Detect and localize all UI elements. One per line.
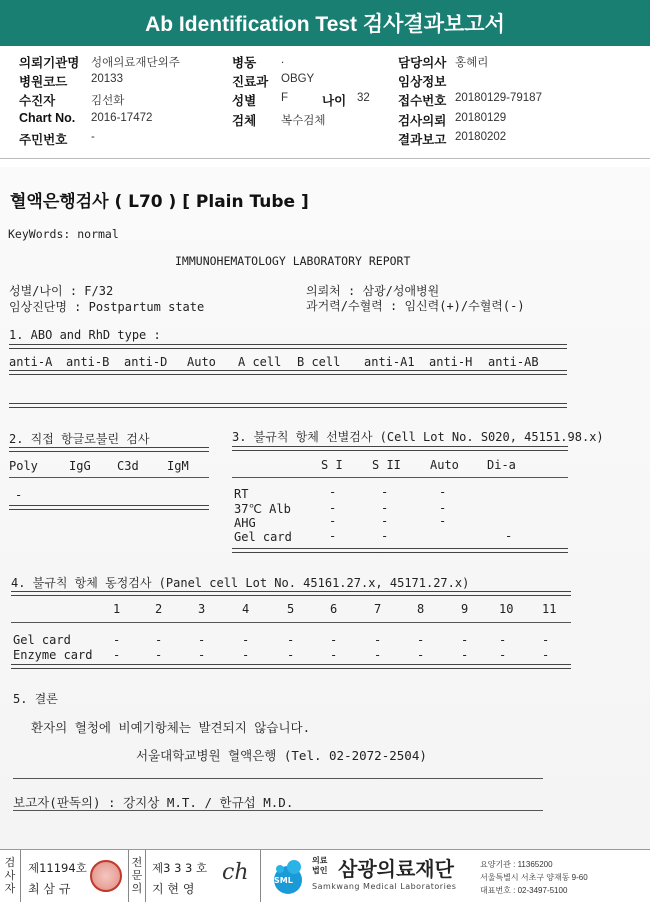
sml-logo-icon [268, 856, 308, 896]
dat-col: Poly [9, 459, 38, 473]
rule [232, 477, 568, 478]
panel-cell: - [499, 633, 507, 647]
info-value: 20133 [91, 73, 123, 85]
panel-cell: - [374, 633, 382, 647]
dat-col: C3d [117, 459, 139, 473]
examiner-name: 최 삼 규 [28, 882, 71, 896]
screen-row-label: AHG [234, 516, 256, 530]
screen-cell: - [329, 501, 337, 515]
org-english: Samkwang Medical Laboratories [312, 882, 457, 891]
screen-col: S I [321, 458, 343, 472]
rule [11, 591, 571, 596]
info-value: - [91, 131, 95, 143]
panel-cell: - [242, 633, 250, 647]
panel-col: 10 [499, 602, 514, 616]
abo-col: anti-H [429, 355, 473, 369]
panel-cell: - [417, 648, 425, 662]
org-prefix-line: 의료 [312, 856, 328, 865]
screen-col: S II [372, 458, 401, 472]
info-value: . [281, 54, 285, 66]
panel-col: 8 [417, 602, 425, 616]
conclusion-text: 환자의 혈청에 비예기항체는 발견되지 않습니다. [31, 720, 311, 735]
info-value: 20180129-79187 [455, 92, 542, 104]
panel-cell: - [287, 633, 295, 647]
screen-cell: - [439, 485, 447, 499]
footer [0, 849, 650, 902]
info-label: 임상정보 [398, 75, 447, 89]
label-char: 전 [131, 856, 143, 869]
specialist-label [129, 850, 145, 895]
rule [9, 403, 567, 408]
abo-col: anti-A1 [364, 355, 415, 369]
label-char: 사 [4, 869, 16, 882]
abo-col: B cell [297, 355, 341, 369]
info-label: 나이 [322, 94, 347, 108]
separator [260, 850, 261, 902]
abo-col: Auto [187, 355, 216, 369]
section-3-title: 3. 불규칙 항체 선별검사 (Cell Lot No. S020, 45151.98.x) [232, 430, 604, 444]
screen-cell: - [329, 514, 337, 528]
info-label: 접수번호 [398, 94, 447, 108]
panel-cell: - [417, 633, 425, 647]
info-label: 담당의사 [398, 56, 447, 70]
abo-col: anti-B [66, 355, 110, 369]
info-label: 수진자 [19, 94, 56, 108]
org-contact [480, 858, 588, 897]
rule [13, 778, 543, 779]
panel-row-label: Gel card [13, 633, 71, 647]
rule [232, 446, 568, 451]
panel-cell: - [287, 648, 295, 662]
panel-cell: - [242, 648, 250, 662]
panel-cell: - [155, 648, 163, 662]
rule [9, 477, 209, 478]
panel-cell: - [461, 648, 469, 662]
screen-cell: - [381, 501, 389, 515]
info-label: 성별 [232, 94, 257, 108]
panel-col: 4 [242, 602, 250, 616]
info-label: 병원코드 [19, 75, 68, 89]
info-value: F [281, 92, 289, 104]
panel-cell: - [113, 633, 121, 647]
info-value: 김선화 [91, 95, 125, 107]
specialist-license: 제3 3 3 호 [152, 861, 208, 875]
info-value: OBGY [281, 73, 315, 85]
panel-cell: - [542, 648, 550, 662]
screen-cell: - [329, 485, 337, 499]
panel-cell: - [113, 648, 121, 662]
abo-col: anti-D [124, 355, 168, 369]
rule [9, 447, 209, 452]
panel-col: 3 [198, 602, 206, 616]
rule [11, 622, 571, 623]
screen-cell: - [381, 529, 389, 543]
panel-cell: - [330, 648, 338, 662]
separator [0, 850, 129, 902]
panel-cell: - [461, 633, 469, 647]
history: 과거력/수혈력 : 임신력(+)/수혈력(-) [306, 299, 525, 313]
screen-cell: - [381, 485, 389, 499]
panel-cell: - [499, 648, 507, 662]
info-label: 결과보고 [398, 133, 447, 147]
org-name: 삼광의료재단 [338, 857, 454, 881]
info-value: 2016-17472 [91, 112, 153, 124]
org-prefix-line: 법인 [312, 866, 328, 875]
panel-cell: - [374, 648, 382, 662]
lab-report-header: IMMUNOHEMATOLOGY LABORATORY REPORT [175, 254, 411, 268]
info-value: 32 [357, 92, 370, 104]
label-char: 검 [4, 856, 16, 869]
contact-line: 서울특별시 서초구 양재동 9-60 [480, 873, 588, 882]
panel-col: 2 [155, 602, 163, 616]
rule [232, 548, 568, 553]
dat-col: IgM [167, 459, 189, 473]
label-char: 의 [131, 882, 143, 895]
panel-col: 9 [461, 602, 469, 616]
specialist-signature: ch [222, 860, 249, 885]
abo-col: anti-A [9, 355, 53, 369]
rule [9, 505, 209, 510]
rule [13, 810, 543, 811]
panel-cell: - [198, 648, 206, 662]
panel-cell: - [330, 633, 338, 647]
reporter: 보고자(판독의) : 강지상 M.T. / 한규섭 M.D. [13, 795, 294, 810]
specialist-label-box [129, 850, 146, 902]
label-char: 문 [131, 869, 143, 882]
panel-col: 7 [374, 602, 382, 616]
info-label: 주민번호 [19, 133, 68, 147]
info-label: 병동 [232, 56, 257, 70]
logo-text: SML [274, 876, 293, 885]
specialist-name: 지 현 영 [152, 882, 195, 896]
panel-col: 5 [287, 602, 295, 616]
info-value: 복수검체 [281, 115, 326, 127]
screen-cell: - [505, 529, 513, 543]
panel-col: 6 [330, 602, 338, 616]
screen-cell: - [439, 514, 447, 528]
diagnosis: 임상진단명 : Postpartum state [9, 300, 205, 314]
screen-cell: - [381, 514, 389, 528]
rule [9, 344, 567, 349]
dat-col: IgG [69, 459, 91, 473]
info-label: 검사의뢰 [398, 114, 447, 128]
contact-line: 요양기관 : 11365200 [480, 860, 553, 869]
hospital-contact: 서울대학교병원 혈액은행 (Tel. 02-2072-2504) [136, 748, 427, 763]
screen-cell: - [439, 501, 447, 515]
section-2-title: 2. 직접 항글로불린 검사 [9, 432, 150, 446]
info-value: 성애의료재단외주 [91, 57, 180, 69]
keywords: KeyWords: normal [8, 227, 119, 241]
rule [11, 664, 571, 669]
info-label: 의뢰기관명 [19, 56, 80, 70]
panel-cell: - [155, 633, 163, 647]
rule [9, 370, 567, 375]
section-5-title: 5. 결론 [13, 692, 58, 706]
panel-cell: - [198, 633, 206, 647]
requester: 의뢰처 : 삼광/성애병원 [306, 284, 440, 298]
report-title-bar [0, 0, 650, 46]
info-value: 20180129 [455, 112, 507, 124]
info-label: 검체 [232, 114, 257, 128]
info-label: Chart No. [19, 111, 76, 125]
examiner-license: 제11194호 [28, 861, 87, 875]
panel-cell: - [542, 633, 550, 647]
report-title: Ab Identification Test 검사결과보고서 [145, 13, 505, 36]
screen-col: Di-a [487, 458, 516, 472]
dat-value: - [15, 488, 23, 502]
abo-col: anti-AB [488, 355, 539, 369]
contact-line: 대표번호 : 02-3497-5100 [480, 886, 568, 895]
panel-col: 1 [113, 602, 121, 616]
abo-col: A cell [238, 355, 282, 369]
screen-row-label: 37℃ Alb [234, 502, 291, 516]
panel-row-label: Enzyme card [13, 648, 93, 662]
info-value: 20180202 [455, 131, 507, 143]
divider [0, 158, 650, 159]
info-value: 홍혜리 [455, 57, 489, 69]
panel-col: 11 [542, 602, 557, 616]
screen-col: Auto [430, 458, 459, 472]
org-prefix [312, 856, 327, 876]
report-heading: 혈액은행검사 ( L70 ) [ Plain Tube ] [10, 192, 309, 212]
screen-cell: - [329, 529, 337, 543]
screen-row-label: Gel card [234, 530, 292, 544]
label-char: 자 [4, 882, 16, 895]
section-1-title: 1. ABO and RhD type : [9, 328, 161, 342]
info-label: 진료과 [232, 75, 269, 89]
screen-row-label: RT [234, 487, 249, 501]
section-4-title: 4. 불규칙 항체 동정검사 (Panel cell Lot No. 45161.27.x, 45171.27.x) [11, 576, 470, 590]
sex-age: 성별/나이 : F/32 [9, 284, 114, 298]
